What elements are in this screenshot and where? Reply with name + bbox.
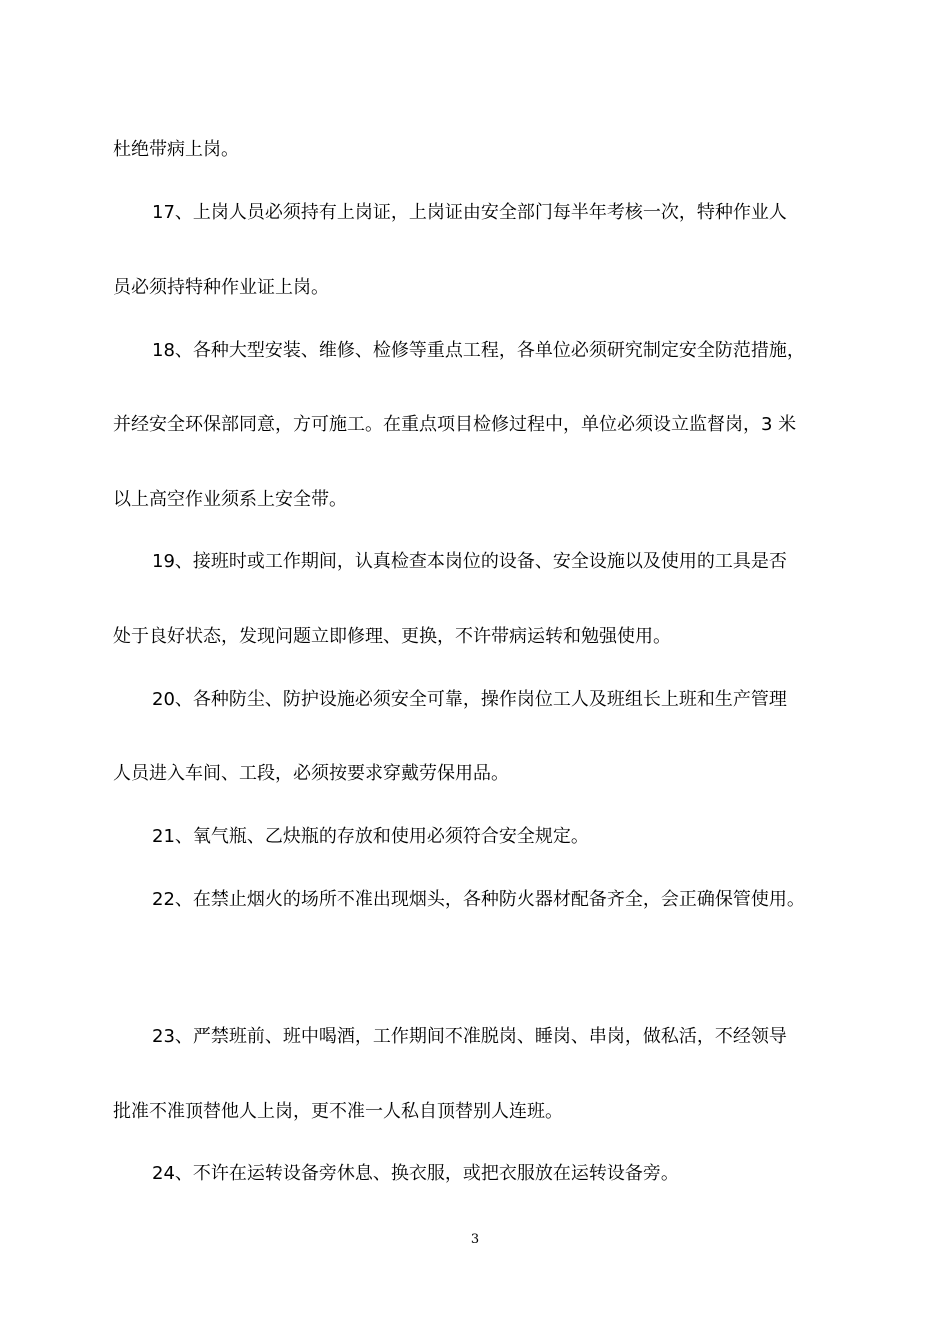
text-line-14: 批准不准顶替他人上岗，更不准一人私自顶替别人连班。 [113, 1101, 563, 1122]
text-line-12: 22、在禁止烟火的场所不准出现烟头，各种防火器材配备齐全，会正确保管使用。 [152, 889, 805, 910]
text-line-15: 24、不许在运转设备旁休息、换衣服，或把衣服放在运转设备旁。 [152, 1163, 679, 1184]
text-line-3: 员必须持特种作业证上岗。 [113, 277, 329, 298]
text-line-6: 以上高空作业须系上安全带。 [113, 489, 347, 510]
text-line-10: 人员进入车间、工段，必须按要求穿戴劳保用品。 [113, 763, 509, 784]
text-line-5: 并经安全环保部同意，方可施工。在重点项目检修过程中，单位必须设立监督岗，3 米 [113, 414, 797, 435]
page-number: 3 [470, 1232, 480, 1247]
text-line-4: 18、各种大型安装、维修、检修等重点工程，各单位必须研究制定安全防范措施， [152, 340, 805, 361]
text-line-8: 处于良好状态，发现问题立即修理、更换，不许带病运转和勉强使用。 [113, 626, 671, 647]
text-line-13: 23、严禁班前、班中喝酒，工作期间不准脱岗、睡岗、串岗，做私活，不经领导 [152, 1026, 787, 1047]
text-line-7: 19、接班时或工作期间，认真检查本岗位的设备、安全设施以及使用的工具是否 [152, 551, 787, 572]
text-line-1: 杜绝带病上岗。 [113, 139, 239, 160]
text-line-2: 17、上岗人员必须持有上岗证，上岗证由安全部门每半年考核一次，特种作业人 [152, 202, 787, 223]
text-line-11: 21、氧气瓶、乙炔瓶的存放和使用必须符合安全规定。 [152, 826, 589, 847]
text-line-9: 20、各种防尘、防护设施必须安全可靠，操作岗位工人及班组长上班和生产管理 [152, 689, 787, 710]
